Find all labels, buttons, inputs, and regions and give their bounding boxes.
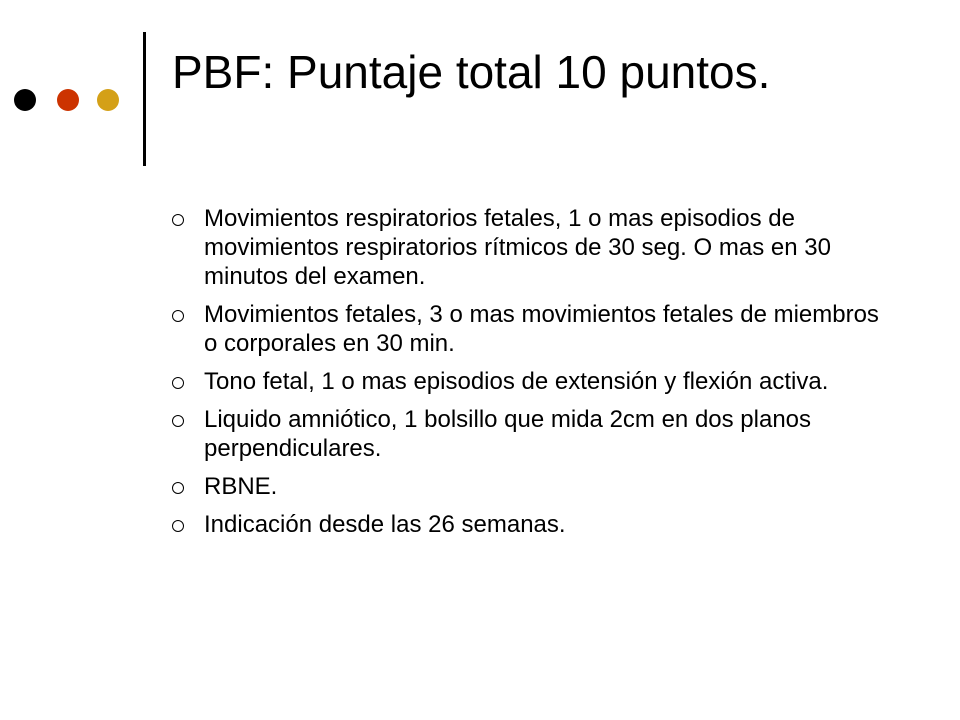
bullet-text: Movimientos respiratorios fetales, 1 o mas episodios de movimientos respiratorios rítmicos de 30 seg. O mas en 30 minutos del examen.	[204, 205, 831, 290]
bullet-item	[172, 472, 892, 501]
bullet-item	[172, 204, 892, 291]
bullet-text: Tono fetal, 1 o mas episodios de extensión y flexión activa.	[204, 368, 829, 395]
hollow-circle-icon	[172, 520, 184, 532]
hollow-circle-icon	[172, 310, 184, 322]
gold-dot-icon	[97, 89, 119, 111]
bullet-item	[172, 367, 892, 396]
hollow-circle-icon	[172, 482, 184, 494]
red-dot-icon	[57, 89, 79, 111]
bullet-list	[172, 204, 892, 548]
slide-title: PBF: Puntaje total 10 puntos.	[172, 46, 771, 98]
bullet-text: Liquido amniótico, 1 bolsillo que mida 2cm en dos planos perpendiculares.	[204, 406, 812, 462]
bullet-item	[172, 510, 892, 539]
bullet-text: Movimientos fetales, 3 o mas movimientos fetales de miembros o corporales en 30 min.	[204, 301, 879, 357]
hollow-circle-icon	[172, 377, 184, 389]
title-divider	[143, 32, 146, 166]
black-dot-icon	[14, 89, 36, 111]
hollow-circle-icon	[172, 214, 184, 226]
bullet-item	[172, 405, 892, 463]
hollow-circle-icon	[172, 415, 184, 427]
bullet-text: Indicación desde las 26 semanas.	[204, 511, 566, 538]
bullet-text: RBNE.	[204, 473, 278, 500]
bullet-item	[172, 300, 892, 358]
